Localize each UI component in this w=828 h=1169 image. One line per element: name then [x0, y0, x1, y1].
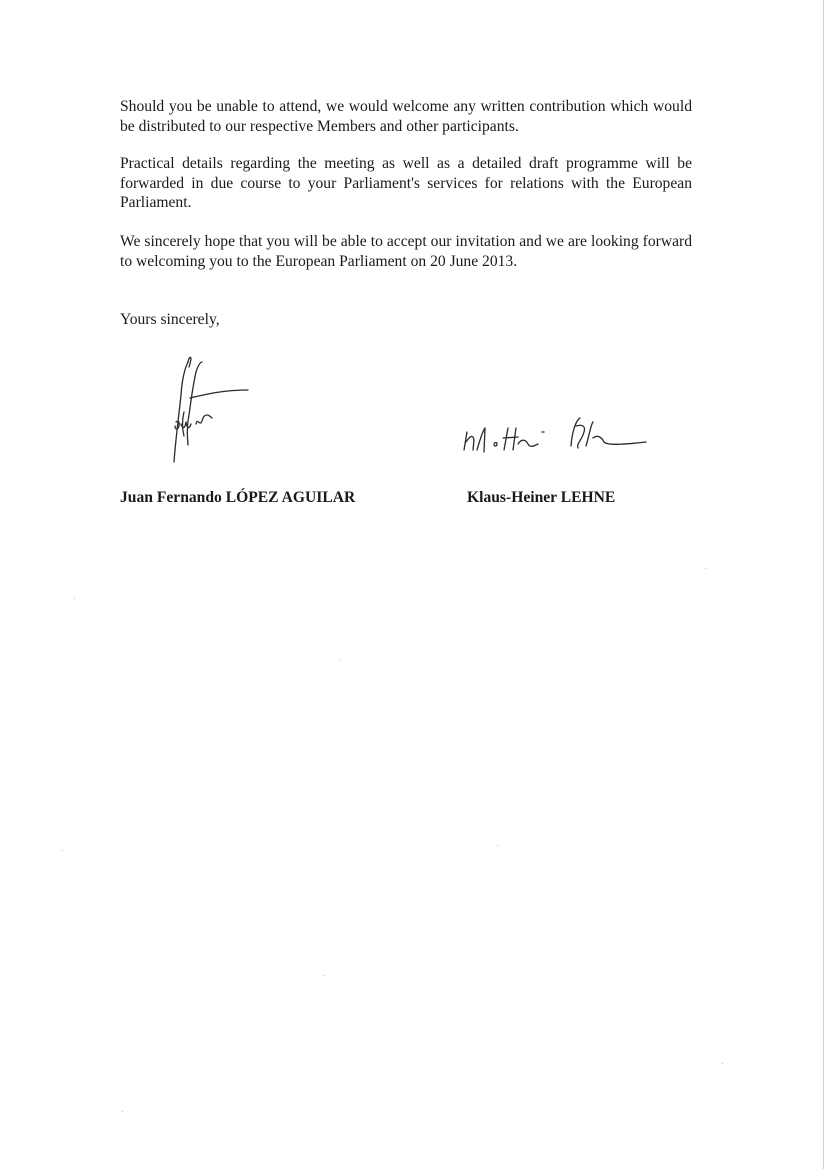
paragraph-invitation: We sincerely hope that you will be able to accept our invitation and we are looking forward to welcoming you to the European Parliament on 20 June 2013. [120, 233, 692, 270]
closing-salutation: Yours sincerely, [120, 311, 220, 328]
paragraph-written-contribution: Should you be unable to attend, we would welcome any written contribution which would be distributed to our respective Members and other participants. [120, 98, 692, 135]
signature-left-icon [162, 350, 262, 465]
scan-speck [122, 1111, 123, 1112]
scan-speck [340, 660, 341, 661]
signatory-name-right: Klaus-Heiner LEHNE [467, 489, 616, 506]
scan-speck [705, 568, 706, 569]
scan-speck [722, 1063, 723, 1064]
scan-speck [74, 598, 75, 599]
paragraph-practical-details: Practical details regarding the meeting as well as a detailed draft programme will be forwarded in due course to your Parliament's services for relations with the European Parliament. [120, 155, 692, 211]
scan-speck [497, 845, 498, 846]
signature-right-icon [458, 410, 658, 460]
scan-speck [62, 850, 63, 851]
scan-speck [324, 975, 325, 976]
signatory-name-left: Juan Fernando LÓPEZ AGUILAR [120, 489, 356, 506]
scan-edge-line [823, 0, 824, 1169]
